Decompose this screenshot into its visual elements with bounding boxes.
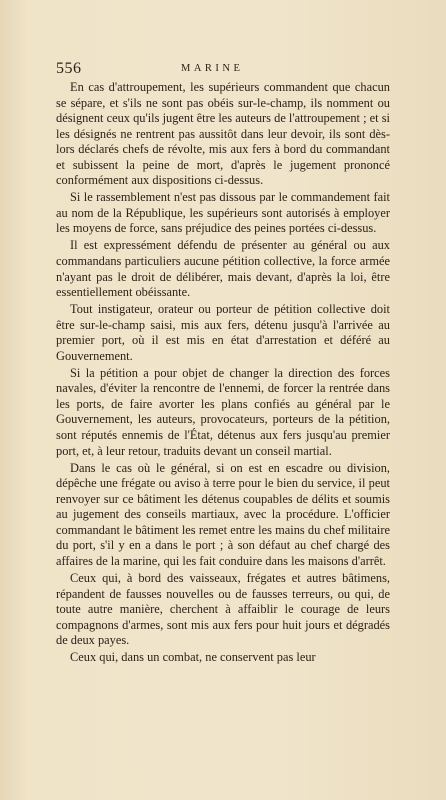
page-number: 556 (56, 60, 82, 77)
body-text (56, 80, 390, 666)
paragraph-direction-forces: Si la pétition a pour objet de changer la direction des forces navales, d'éviter la rencontre de l'ennemi, de forcer la rentrée dans les ports, de faire avorter les plans confiés au général par le Gouvernement, les auteurs, provocateurs, porteurs de la pétition, sont réputés ennemis de l'État, détenus aux fers jusqu'au premier port, et, à leur retour, traduits devant un conseil martial. (56, 365, 390, 458)
paragraph-attroupement: En cas d'attroupement, les supérieurs commandent que chacun se sépare, et s'ils ne sont pas obéis sur-le-champ, ils nomment ou désignent ceux qu'ils jugent être les auteurs de l'attroupement ; et si les désignés ne rentrent pas aussitôt dans leur devoir, ils sont dès-lors déclarés chefs de révolte, mis aux fers à bord du commandant et subissent la peine de mort, d'après le jugement prononcé conformément aux dispositions ci-dessus. (56, 80, 390, 188)
paragraph-fausses-nouvelles: Ceux qui, à bord des vaisseaux, frégates et autres bâtimens, répandent de fausses nouvelles ou de fausses terreurs, ou qui, de toute autre manière, cherchent à affaiblir le courage de leurs compagnons d'armes, sont mis aux fers pour huit jours et dégradés de deux payes. (56, 570, 390, 648)
paragraph-instigateur: Tout instigateur, orateur ou porteur de pétition collective doit être sur-le-champ saisi, mis aux fers, détenu jusqu'à l'arrivée au premier port, où il est mis en état d'arrestation et déféré au Gouvernement. (56, 302, 390, 363)
paragraph-rassemblement: Si le rassemblement n'est pas dissous par le commandement fait au nom de la République, les supérieurs sont autorisés à employer les moyens de force, sans préjudice des peines portées ci-dessus. (56, 190, 390, 236)
paragraph-combat: Ceux qui, dans un combat, ne conservent pas leur (70, 650, 316, 665)
paragraph-petition-defendue: Il est expressément défendu de présenter au général ou aux commandans particuliers aucune pétition collective, la force armée n'ayant pas le droit de délibérer, mais devant, d'après la loi, être essentiellement obéissante. (56, 238, 390, 300)
paragraph-escadre-division: Dans le cas où le général, si on est en escadre ou division, dépêche une frégate ou aviso à terre pour le bien du service, il peut renvoyer sur ce bâtiment les détenus coupables de délits et soumis au jugement des conseils martiaux, avec la procédure. L'officier commandant le bâtiment les remet entre les mains du chef militaire du port, s'il y en a dans le port ; à son défaut au chef chargé des affaires de la marine, qui les fait conduire dans les maisons d'arrêt. (56, 460, 390, 568)
running-head: MARINE (181, 63, 244, 74)
page-header (56, 60, 396, 80)
